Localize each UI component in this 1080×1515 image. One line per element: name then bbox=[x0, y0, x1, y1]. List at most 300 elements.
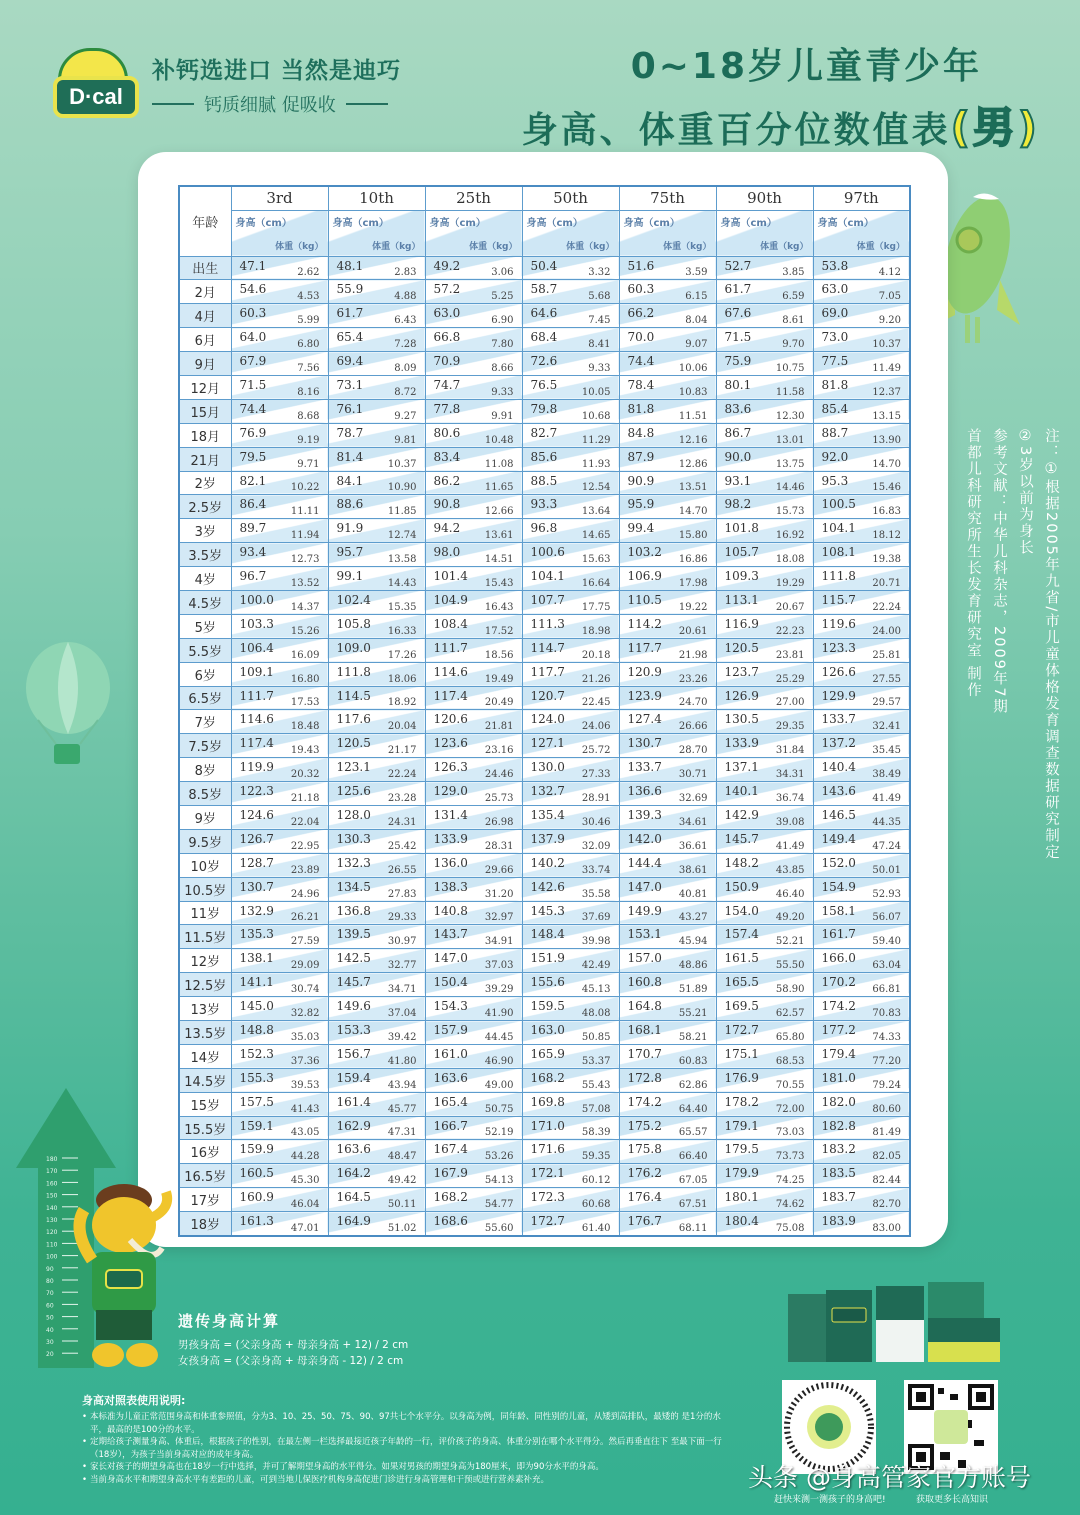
height-value: 91.9 bbox=[336, 521, 364, 536]
height-value: 88.5 bbox=[530, 473, 558, 488]
weight-value: 7.05 bbox=[878, 291, 901, 303]
weight-value: 43.27 bbox=[678, 912, 708, 924]
value-cell bbox=[522, 1212, 619, 1236]
value-cell bbox=[716, 1140, 813, 1164]
value-cell bbox=[619, 758, 716, 782]
value-cell bbox=[425, 256, 522, 280]
weight-value: 50.11 bbox=[387, 1199, 417, 1211]
height-value: 151.9 bbox=[530, 951, 565, 966]
weight-value: 17.52 bbox=[484, 625, 514, 637]
height-value: 86.4 bbox=[239, 497, 267, 512]
value-cell bbox=[813, 375, 910, 399]
table-row bbox=[179, 1188, 910, 1212]
value-cell bbox=[522, 1044, 619, 1068]
height-value: 81.4 bbox=[336, 449, 364, 464]
value-cell bbox=[619, 782, 716, 806]
value-cell bbox=[522, 1116, 619, 1140]
weight-value: 24.31 bbox=[387, 816, 417, 828]
height-value: 94.2 bbox=[433, 521, 461, 536]
weight-value: 79.24 bbox=[872, 1079, 901, 1091]
height-value: 179.9 bbox=[724, 1166, 759, 1181]
ruler-tick-label: 180 bbox=[46, 1156, 58, 1163]
weight-value: 16.86 bbox=[678, 554, 708, 566]
value-cell bbox=[231, 543, 328, 567]
weight-value: 63.04 bbox=[872, 960, 901, 972]
height-value: 135.4 bbox=[530, 807, 565, 822]
height-value: 146.5 bbox=[821, 807, 856, 822]
weight-value: 33.74 bbox=[581, 864, 611, 876]
value-cell bbox=[425, 782, 522, 806]
height-value: 148.8 bbox=[239, 1023, 274, 1037]
value-cell bbox=[619, 973, 716, 997]
value-cell bbox=[328, 1021, 425, 1045]
height-unit-label: 身高（cm） bbox=[623, 217, 680, 229]
age-cell: 18岁 bbox=[179, 1212, 231, 1236]
age-cell: 11岁 bbox=[179, 901, 231, 925]
height-value: 135.3 bbox=[239, 927, 274, 942]
ruler-tick-label: 140 bbox=[46, 1204, 58, 1212]
weight-value: 59.40 bbox=[872, 936, 901, 948]
height-value: 172.3 bbox=[530, 1190, 565, 1205]
value-cell bbox=[425, 853, 522, 877]
value-cell bbox=[425, 399, 522, 423]
height-value: 79.8 bbox=[530, 401, 558, 416]
percentile-header-75th: 75th bbox=[619, 186, 716, 210]
value-cell bbox=[231, 949, 328, 973]
height-value: 156.7 bbox=[336, 1046, 371, 1061]
weight-value: 26.66 bbox=[678, 721, 708, 733]
height-value: 73.1 bbox=[336, 377, 364, 392]
weight-value: 9.81 bbox=[394, 434, 417, 446]
height-value: 170.2 bbox=[821, 975, 856, 990]
age-cell: 2岁 bbox=[179, 471, 231, 495]
weight-value: 65.57 bbox=[678, 1127, 708, 1139]
weight-value: 24.46 bbox=[484, 769, 514, 781]
table-row bbox=[179, 758, 910, 782]
weight-value: 58.21 bbox=[678, 1031, 708, 1043]
weight-value: 68.11 bbox=[678, 1222, 708, 1234]
weight-value: 45.30 bbox=[290, 1175, 320, 1187]
unit-header bbox=[716, 210, 813, 256]
value-cell bbox=[813, 1164, 910, 1188]
value-cell bbox=[716, 495, 813, 519]
height-value: 100.6 bbox=[530, 545, 565, 560]
height-value: 171.6 bbox=[530, 1142, 565, 1157]
weight-value: 9.33 bbox=[491, 386, 514, 398]
table-row bbox=[179, 519, 910, 543]
height-value: 132.9 bbox=[239, 903, 274, 918]
weight-unit-label: 体重（kg） bbox=[663, 241, 712, 252]
height-value: 108.1 bbox=[821, 545, 856, 560]
weight-value: 67.51 bbox=[678, 1199, 708, 1211]
weight-value: 48.08 bbox=[581, 1008, 611, 1019]
value-cell bbox=[522, 734, 619, 758]
weight-value: 6.43 bbox=[394, 315, 417, 327]
height-value: 109.0 bbox=[336, 640, 371, 655]
weight-value: 9.27 bbox=[394, 410, 417, 422]
height-value: 157.0 bbox=[627, 951, 662, 966]
weight-value: 22.95 bbox=[290, 840, 320, 852]
table-row bbox=[179, 590, 910, 614]
weight-value: 22.24 bbox=[872, 601, 901, 613]
height-value: 93.4 bbox=[239, 545, 267, 560]
value-cell bbox=[425, 304, 522, 328]
value-cell bbox=[619, 686, 716, 710]
height-unit-label: 身高（cm） bbox=[817, 217, 874, 229]
note-author: 首都儿科研究所生长发育研究室 制作 bbox=[965, 428, 981, 699]
weight-value: 37.36 bbox=[290, 1055, 320, 1067]
height-value: 177.2 bbox=[821, 1023, 856, 1037]
height-value: 139.3 bbox=[627, 807, 662, 822]
height-value: 163.0 bbox=[530, 1023, 565, 1037]
height-value: 148.2 bbox=[724, 855, 759, 870]
weight-value: 23.89 bbox=[290, 864, 320, 876]
height-value: 120.5 bbox=[336, 736, 371, 751]
height-value: 142.5 bbox=[336, 951, 371, 966]
height-value: 103.2 bbox=[627, 545, 662, 560]
weight-value: 17.26 bbox=[387, 649, 417, 661]
weight-value: 15.80 bbox=[678, 530, 708, 542]
table-row bbox=[179, 973, 910, 997]
table-row bbox=[179, 829, 910, 853]
weight-value: 32.97 bbox=[484, 912, 514, 924]
value-cell bbox=[425, 758, 522, 782]
girl-formula: 女孩身高 = (父亲身高 + 母亲身高 - 12) / 2 cm bbox=[178, 1355, 404, 1367]
value-cell bbox=[425, 877, 522, 901]
height-value: 144.4 bbox=[627, 855, 662, 870]
weight-value: 38.61 bbox=[678, 864, 708, 876]
value-cell bbox=[425, 662, 522, 686]
weight-value: 7.45 bbox=[588, 315, 611, 327]
weight-value: 21.17 bbox=[387, 745, 417, 757]
value-cell bbox=[813, 590, 910, 614]
height-value: 119.9 bbox=[239, 760, 274, 775]
value-cell bbox=[716, 352, 813, 376]
weight-value: 32.77 bbox=[387, 960, 417, 972]
height-value: 139.5 bbox=[336, 927, 371, 942]
note-line-2: ②3岁以前为身长 bbox=[1017, 428, 1033, 557]
weight-value: 19.38 bbox=[872, 554, 901, 566]
height-value: 153.3 bbox=[336, 1023, 371, 1037]
value-cell bbox=[813, 973, 910, 997]
height-value: 152.0 bbox=[821, 855, 856, 870]
height-value: 176.7 bbox=[627, 1214, 662, 1229]
height-value: 103.3 bbox=[239, 616, 274, 631]
height-value: 124.6 bbox=[239, 807, 274, 822]
height-value: 100.5 bbox=[821, 497, 856, 512]
weight-value: 9.20 bbox=[878, 315, 901, 327]
height-value: 175.1 bbox=[724, 1046, 759, 1061]
value-cell bbox=[425, 447, 522, 471]
age-cell: 3.5岁 bbox=[179, 543, 231, 567]
table-row bbox=[179, 399, 910, 423]
value-cell bbox=[813, 853, 910, 877]
weight-value: 12.74 bbox=[387, 530, 417, 542]
height-value: 55.9 bbox=[336, 282, 364, 297]
value-cell bbox=[425, 471, 522, 495]
weight-value: 12.86 bbox=[678, 458, 708, 470]
value-cell bbox=[328, 925, 425, 949]
value-cell bbox=[231, 471, 328, 495]
value-cell bbox=[813, 638, 910, 662]
value-cell bbox=[522, 1068, 619, 1092]
percentile-header-25th: 25th bbox=[425, 186, 522, 210]
weight-value: 20.32 bbox=[290, 769, 320, 781]
weight-value: 28.31 bbox=[484, 840, 514, 852]
height-value: 77.5 bbox=[821, 354, 849, 369]
value-cell bbox=[619, 280, 716, 304]
value-cell bbox=[425, 1044, 522, 1068]
weight-value: 23.28 bbox=[387, 792, 417, 804]
qr-caption-left: 赶快来测一测孩子的身高吧! bbox=[774, 1495, 886, 1505]
height-value: 169.8 bbox=[530, 1094, 565, 1109]
value-cell bbox=[425, 1164, 522, 1188]
value-cell bbox=[716, 1212, 813, 1236]
height-value: 159.1 bbox=[239, 1118, 274, 1133]
height-value: 86.2 bbox=[433, 473, 461, 488]
weight-value: 30.97 bbox=[387, 936, 417, 948]
value-cell bbox=[716, 590, 813, 614]
percentile-table bbox=[178, 185, 911, 1237]
height-value: 172.7 bbox=[724, 1023, 759, 1037]
height-value: 141.1 bbox=[239, 975, 274, 990]
height-value: 95.9 bbox=[627, 497, 655, 512]
height-value: 70.9 bbox=[433, 354, 461, 369]
height-value: 126.9 bbox=[724, 688, 759, 703]
height-value: 64.6 bbox=[530, 306, 558, 321]
weight-value: 3.59 bbox=[685, 267, 708, 279]
weight-value: 48.86 bbox=[678, 960, 708, 972]
age-cell: 6岁 bbox=[179, 662, 231, 686]
weight-unit-label: 体重（kg） bbox=[566, 241, 615, 252]
age-cell: 6月 bbox=[179, 328, 231, 352]
value-cell bbox=[619, 328, 716, 352]
height-value: 100.0 bbox=[239, 592, 274, 607]
weight-value: 64.40 bbox=[678, 1103, 708, 1115]
usage-title: 身高对照表使用说明: bbox=[82, 1394, 186, 1407]
height-value: 153.1 bbox=[627, 927, 662, 942]
age-cell: 8岁 bbox=[179, 758, 231, 782]
height-value: 90.8 bbox=[433, 497, 461, 512]
height-value: 61.7 bbox=[336, 306, 364, 321]
weight-value: 43.94 bbox=[387, 1079, 417, 1091]
height-value: 130.5 bbox=[724, 712, 759, 727]
weight-value: 10.75 bbox=[775, 362, 805, 374]
value-cell bbox=[425, 710, 522, 734]
height-value: 165.4 bbox=[433, 1094, 468, 1109]
height-value: 126.6 bbox=[821, 664, 856, 679]
weight-value: 11.29 bbox=[581, 434, 611, 446]
weight-value: 3.85 bbox=[782, 267, 805, 279]
value-cell bbox=[328, 1164, 425, 1188]
value-cell bbox=[619, 495, 716, 519]
value-cell bbox=[425, 1140, 522, 1164]
weight-value: 41.49 bbox=[872, 792, 901, 804]
height-value: 182.8 bbox=[821, 1118, 856, 1133]
height-value: 164.5 bbox=[336, 1190, 371, 1205]
weight-value: 23.81 bbox=[775, 649, 805, 661]
height-value: 142.6 bbox=[530, 879, 565, 894]
value-cell bbox=[522, 782, 619, 806]
value-cell bbox=[425, 328, 522, 352]
height-value: 164.2 bbox=[336, 1166, 371, 1181]
weight-value: 26.21 bbox=[290, 912, 320, 924]
ruler-tick-label: 90 bbox=[46, 1265, 54, 1273]
height-value: 164.8 bbox=[627, 999, 662, 1014]
weight-value: 13.51 bbox=[678, 482, 708, 494]
value-cell bbox=[619, 662, 716, 686]
weight-value: 9.33 bbox=[588, 362, 611, 374]
value-cell bbox=[231, 710, 328, 734]
height-value: 183.2 bbox=[821, 1142, 856, 1157]
value-cell bbox=[522, 805, 619, 829]
age-cell: 5岁 bbox=[179, 614, 231, 638]
weight-value: 30.74 bbox=[290, 984, 320, 996]
height-value: 111.3 bbox=[530, 616, 565, 631]
weight-value: 21.81 bbox=[484, 721, 514, 733]
ruler-tick-label: 70 bbox=[46, 1290, 54, 1298]
value-cell bbox=[619, 877, 716, 901]
value-cell bbox=[231, 304, 328, 328]
weight-value: 17.53 bbox=[290, 697, 320, 709]
weight-value: 73.03 bbox=[775, 1127, 805, 1139]
value-cell bbox=[522, 423, 619, 447]
value-cell bbox=[813, 734, 910, 758]
height-value: 131.4 bbox=[433, 807, 468, 822]
table-row bbox=[179, 805, 910, 829]
weight-value: 45.77 bbox=[387, 1103, 417, 1115]
height-value: 165.9 bbox=[530, 1046, 565, 1061]
weight-value: 32.09 bbox=[581, 840, 611, 852]
weight-value: 55.60 bbox=[484, 1222, 514, 1234]
weight-value: 12.54 bbox=[581, 482, 611, 494]
height-value: 104.9 bbox=[433, 592, 468, 607]
value-cell bbox=[813, 1068, 910, 1092]
value-cell bbox=[231, 519, 328, 543]
height-value: 114.6 bbox=[239, 712, 274, 727]
value-cell bbox=[231, 805, 328, 829]
age-cell: 11.5岁 bbox=[179, 925, 231, 949]
height-value: 152.3 bbox=[239, 1046, 274, 1061]
weight-value: 62.86 bbox=[678, 1079, 708, 1091]
height-value: 181.0 bbox=[821, 1070, 856, 1085]
height-value: 180.4 bbox=[724, 1214, 759, 1229]
height-value: 98.2 bbox=[724, 497, 752, 512]
height-value: 150.9 bbox=[724, 879, 759, 894]
value-cell bbox=[328, 1092, 425, 1116]
height-value: 165.5 bbox=[724, 975, 759, 990]
value-cell bbox=[328, 686, 425, 710]
height-value: 136.0 bbox=[433, 855, 468, 870]
weight-value: 49.20 bbox=[775, 912, 805, 924]
height-value: 127.1 bbox=[530, 736, 565, 751]
height-value: 72.6 bbox=[530, 354, 558, 369]
weight-value: 24.96 bbox=[290, 888, 320, 900]
value-cell bbox=[522, 280, 619, 304]
height-value: 155.6 bbox=[530, 975, 565, 990]
weight-value: 30.46 bbox=[581, 816, 611, 828]
value-cell bbox=[716, 805, 813, 829]
weight-value: 32.82 bbox=[290, 1008, 320, 1019]
value-cell bbox=[619, 901, 716, 925]
value-cell bbox=[813, 686, 910, 710]
table-row bbox=[179, 375, 910, 399]
height-value: 113.1 bbox=[724, 592, 759, 607]
height-value: 74.4 bbox=[627, 354, 655, 369]
usage-item: • 当前身高水平和期望身高水平有差距的儿童，可到当地儿保医疗机构身高促进门诊进行身高管理和干预或进行营养素补充。 bbox=[82, 1474, 732, 1487]
value-cell bbox=[813, 1092, 910, 1116]
value-cell bbox=[813, 782, 910, 806]
table-row bbox=[179, 1068, 910, 1092]
value-cell bbox=[522, 686, 619, 710]
height-value: 159.4 bbox=[336, 1070, 371, 1085]
weight-value: 57.08 bbox=[581, 1103, 611, 1115]
height-value: 49.2 bbox=[433, 258, 461, 273]
weight-value: 10.90 bbox=[387, 482, 417, 494]
note-reference: 参考文献：中华儿科杂志，2009年7期 bbox=[991, 428, 1007, 716]
value-cell bbox=[231, 1116, 328, 1140]
weight-value: 60.12 bbox=[581, 1175, 611, 1187]
weight-value: 11.11 bbox=[290, 506, 320, 518]
weight-value: 25.81 bbox=[872, 649, 901, 661]
height-value: 150.4 bbox=[433, 975, 468, 990]
weight-value: 2.62 bbox=[297, 267, 320, 279]
unit-header bbox=[231, 210, 328, 256]
weight-value: 15.46 bbox=[872, 482, 901, 494]
usage-item: • 本标准为儿童正常范围身高和体重参照值，分为3、10、25、50、75、90、97共七个水平分。以身高为例，同年龄、同性别的儿童，从矮到高排队，最矮的 是1分的水平，最高的是100分的水平。 bbox=[82, 1411, 732, 1436]
value-cell bbox=[716, 567, 813, 591]
product-boxes-image bbox=[788, 1282, 1003, 1362]
value-cell bbox=[231, 1068, 328, 1092]
age-cell: 2.5岁 bbox=[179, 495, 231, 519]
height-value: 140.1 bbox=[724, 784, 759, 799]
weight-value: 20.49 bbox=[484, 697, 514, 709]
weight-value: 28.91 bbox=[581, 792, 611, 804]
weight-value: 2.83 bbox=[394, 267, 417, 279]
height-value: 160.8 bbox=[627, 975, 662, 990]
value-cell bbox=[619, 447, 716, 471]
ruler-tick-label: 100 bbox=[46, 1253, 58, 1261]
height-value: 175.8 bbox=[627, 1142, 662, 1157]
value-cell bbox=[813, 949, 910, 973]
slogan-sub: 钙质细腻 促吸收 bbox=[204, 95, 336, 116]
value-cell bbox=[522, 519, 619, 543]
height-value: 168.2 bbox=[530, 1070, 565, 1085]
value-cell bbox=[619, 1092, 716, 1116]
height-value: 93.3 bbox=[530, 497, 558, 512]
height-value: 123.6 bbox=[433, 736, 468, 751]
height-value: 69.4 bbox=[336, 354, 364, 369]
height-value: 143.7 bbox=[433, 927, 468, 942]
value-cell bbox=[328, 256, 425, 280]
weight-value: 7.80 bbox=[491, 339, 514, 351]
height-value: 85.6 bbox=[530, 449, 558, 464]
height-value: 50.4 bbox=[530, 258, 558, 273]
weight-value: 6.59 bbox=[782, 291, 805, 303]
value-cell bbox=[328, 1212, 425, 1236]
value-cell bbox=[328, 1044, 425, 1068]
height-value: 166.0 bbox=[821, 951, 856, 966]
value-cell bbox=[522, 375, 619, 399]
height-value: 133.7 bbox=[821, 712, 856, 727]
value-cell bbox=[619, 1164, 716, 1188]
table-row bbox=[179, 614, 910, 638]
value-cell bbox=[425, 543, 522, 567]
weight-value: 4.88 bbox=[394, 291, 417, 303]
unit-header bbox=[813, 210, 910, 256]
weight-value: 27.00 bbox=[775, 697, 805, 709]
weight-value: 50.85 bbox=[581, 1031, 611, 1043]
